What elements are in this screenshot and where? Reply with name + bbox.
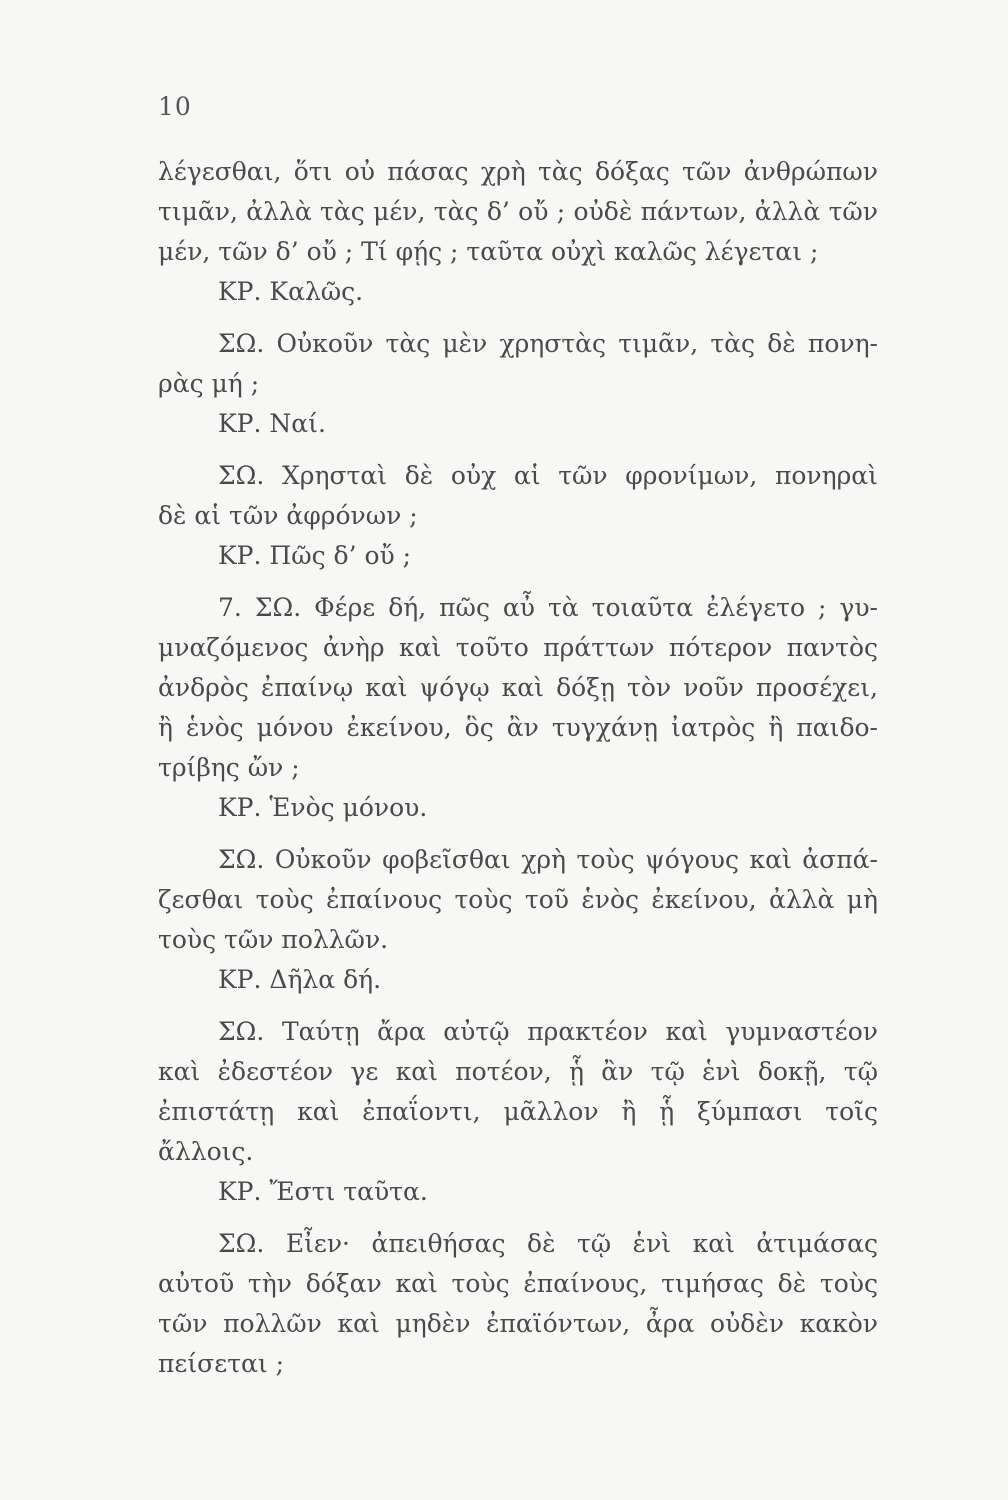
section-7-start: 7. ΣΩ. Φέρε δή, πῶς αὖ τὰ τοιαῦτα ἐλέγετο ; γυ- [218,593,878,622]
speaker-line-kr: ΚΡ. Πῶς δ’ οὔ ; [218,541,412,570]
speaker-line-so: ΣΩ. Ταύτῃ ἄρα αὐτῷ πρακτέον καὶ γυμναστέον [218,1017,878,1046]
page-number: 10 [158,92,192,121]
speaker-line-kr: ΚΡ. Καλῶς. [218,277,364,306]
text-line: καὶ ἐδεστέον γε καὶ ποτέον, ᾗ ἂν τῷ ἑνὶ δοκῇ, τῷ [158,1057,878,1086]
speaker-line-kr: ΚΡ. Ἔστι ταῦτα. [218,1177,428,1206]
text-line: πείσεται ; [158,1349,285,1378]
text-line: μναζόμενος ἀνὴρ καὶ τοῦτο πράττων πότερον παντὸς [158,633,878,662]
speaker-line-so: ΣΩ. Οὐκοῦν τὰς μὲν χρηστὰς τιμᾶν, τὰς δὲ πονη- [218,329,878,358]
text-line: ἢ ἑνὸς μόνου ἐκείνου, ὃς ἂν τυγχάνῃ ἰατρὸς ἢ παιδο- [158,713,878,742]
text-line: τοὺς τῶν πολλῶν. [158,925,389,954]
speaker-line-so: ΣΩ. Οὐκοῦν φοβεῖσθαι χρὴ τοὺς ψόγους καὶ ἀσπά- [218,845,878,874]
text-line: τῶν πολλῶν καὶ μηδὲν ἐπαϊόντων, ἆρα οὐδὲν κακὸν [158,1309,878,1338]
text-line: ζεσθαι τοὺς ἐπαίνους τοὺς τοῦ ἑνὸς ἐκείνου, ἀλλὰ μὴ [158,885,878,914]
text-line: αὐτοῦ τὴν δόξαν καὶ τοὺς ἐπαίνους, τιμήσας δὲ τοὺς [158,1269,878,1298]
text-line: ἀνδρὸς ἐπαίνῳ καὶ ψόγῳ καὶ δόξῃ τὸν νοῦν προσέχει, [158,673,878,702]
text-line: τρίβης ὤν ; [158,753,300,782]
greek-text-body [158,152,878,1384]
speaker-line-kr: ΚΡ. Δῆλα δή. [218,965,382,994]
speaker-line-kr: ΚΡ. Ἑνὸς μόνου. [218,793,428,822]
speaker-line-so: ΣΩ. Χρησταὶ δὲ οὐχ αἱ τῶν φρονίμων, πονηραὶ [218,461,878,490]
text-line: ρὰς μή ; [158,369,260,398]
text-line: δὲ αἱ τῶν ἀφρόνων ; [158,501,418,530]
speaker-line-so: ΣΩ. Εἶεν· ἀπειθήσας δὲ τῷ ἑνὶ καὶ ἀτιμάσας [218,1229,878,1258]
text-line: ἐπιστάτῃ καὶ ἐπαΐοντι, μᾶλλον ἢ ᾗ ξύμπασι τοῖς [158,1097,878,1126]
speaker-line-kr: ΚΡ. Ναί. [218,409,326,438]
text-line: ἄλλοις. [158,1137,254,1166]
text-line: τιμᾶν, ἀλλὰ τὰς μέν, τὰς δ’ οὔ ; οὐδὲ πάντων, ἀλλὰ τῶν [158,197,878,226]
text-line: μέν, τῶν δ’ οὔ ; Τί φῄς ; ταῦτα οὐχὶ καλῶς λέγεται ; [158,237,819,266]
text-line: λέγεσθαι, ὅτι οὐ πάσας χρὴ τὰς δόξας τῶν ἀνθρώπων [158,157,878,186]
